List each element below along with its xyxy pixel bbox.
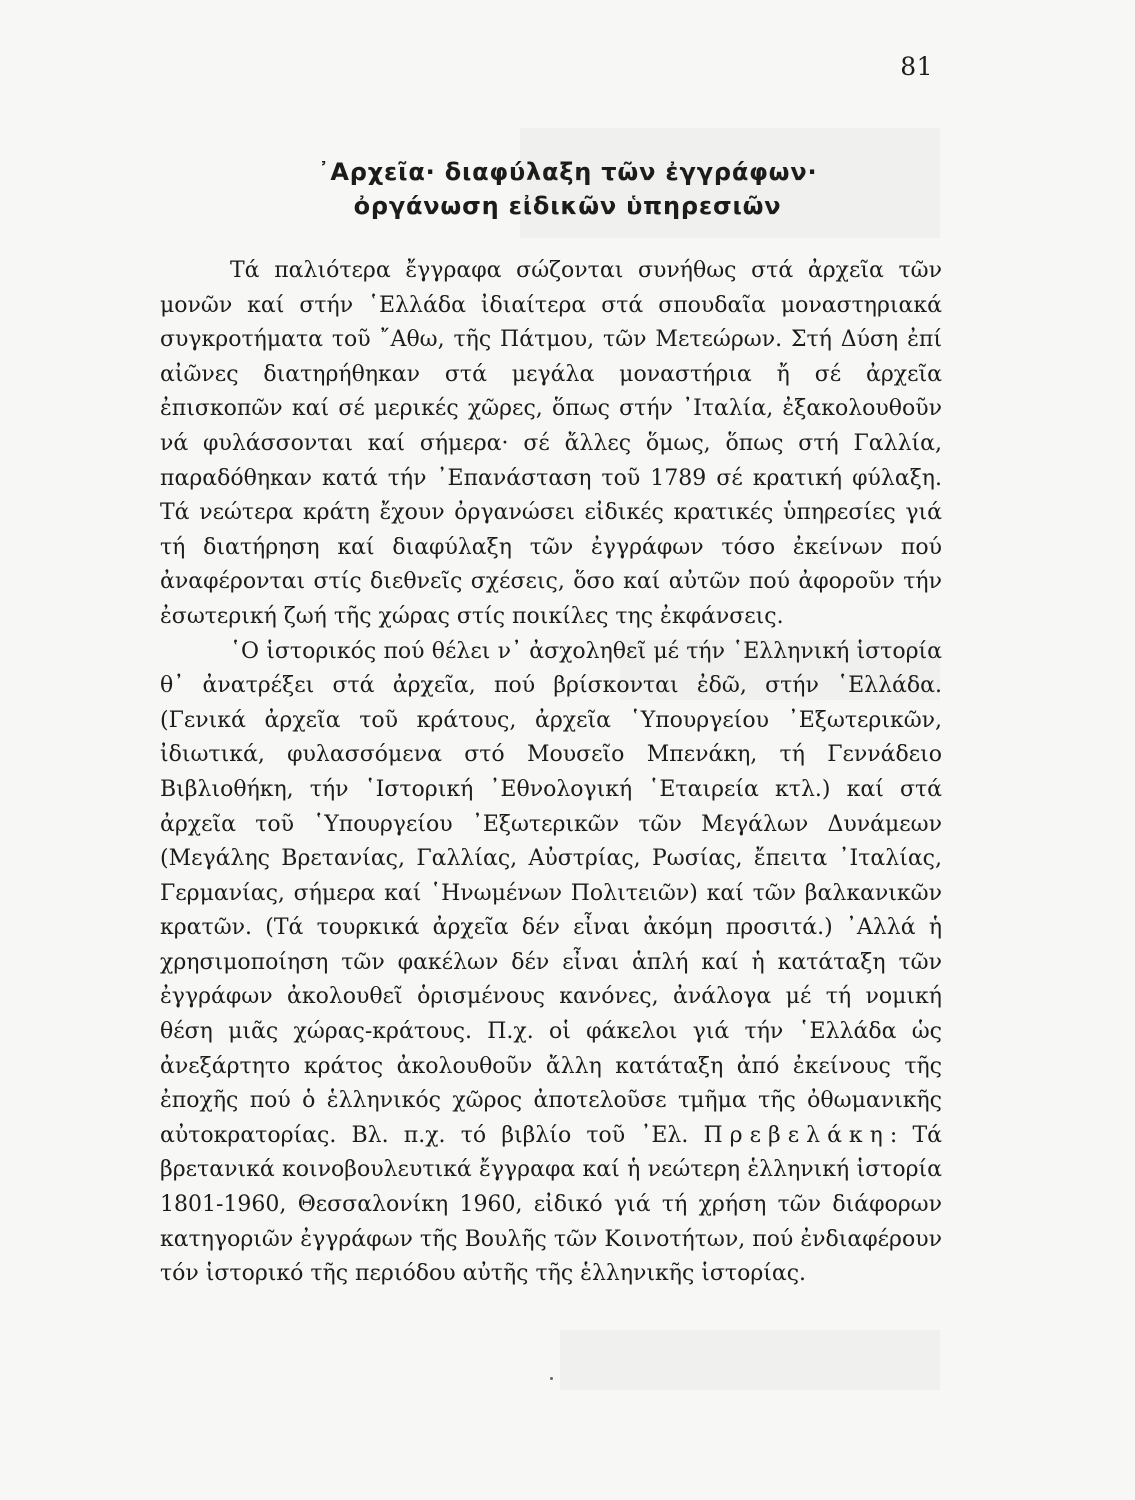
- paragraph-2-text-b: : Τά βρετανικά κοινοβουλευτικά ἔγγραφα καί ἡ νεώτερη ἑλληνική ἱστορία 1801-1960, Θεσσαλονίκη 1960, εἰδικό γιά τή χρήση τῶν διάφορων κατηγοριῶν ἐγγράφων τῆς Βουλῆς τῶν Κοινοτήτων, πού ἐνδιαφέρουν τόν ἱστορικό τῆς περιόδου αὐτῆς τῆς ἑλληνικῆς ἱστορίας.: [160, 1122, 942, 1287]
- body-text: [160, 254, 942, 1292]
- author-name: Πρεβελάκη: [703, 1122, 890, 1148]
- scan-speck: [550, 1377, 553, 1380]
- show-through-shadow: [560, 1330, 940, 1390]
- heading-line-1: ᾿Αρχεῖα· διαφύλαξη τῶν ἐγγράφων·: [317, 158, 818, 186]
- page-number: 81: [900, 52, 933, 81]
- paragraph-2: [160, 635, 942, 1292]
- paragraph-1: Τά παλιότερα ἔγγραφα σώζονται συνήθως στά ἀρχεῖα τῶν μονῶν καί στήν ῾Ελλάδα ἰδιαίτερα στά σπουδαῖα μοναστηριακά συγκροτήματα τοῦ ῎Αθω, τῆς Πάτμου, τῶν Μετεώρων. Στή Δύση ἐπί αἰῶνες διατηρήθηκαν στά μεγάλα μοναστήρια ἤ σέ ἀρχεῖα ἐπισκοπῶν καί σέ μερικές χῶρες, ὅπως στήν ᾿Ιταλία, ἐξακολουθοῦν νά φυλάσσονται καί σήμερα· σέ ἄλλες ὅμως, ὅπως στή Γαλλία, παραδόθηκαν κατά τήν ᾿Επανάσταση τοῦ 1789 σέ κρατική φύλαξη. Τά νεώτερα κράτη ἔχουν ὀργανώσει εἰδικές κρατικές ὑπηρεσίες γιά τή διατήρηση καί διαφύλαξη τῶν ἐγγράφων τόσο ἐκείνων πού ἀναφέρονται στίς διεθνεῖς σχέσεις, ὅσο καί αὐτῶν πού ἀφοροῦν τήν ἐσωτερική ζωή τῆς χώρας στίς ποικίλες της ἐκφάνσεις.: [160, 258, 942, 629]
- heading-line-2: ὀργάνωση εἰδικῶν ὑπηρεσιῶν: [353, 192, 782, 220]
- chapter-heading: [0, 155, 1135, 223]
- paragraph-2-text-a: ῾Ο ἱστορικός πού θέλει ν᾿ ἀσχοληθεῖ μέ τήν ῾Ελληνική ἱστορία θ᾿ ἀνατρέξει στά ἀρχεῖα, πού βρίσκονται ἐδῶ, στήν ῾Ελλάδα. (Γενικά ἀρχεῖα τοῦ κράτους, ἀρχεῖα ῾Υπουργείου ᾿Εξωτερικῶν, ἰδιωτικά, φυλασσόμενα στό Μουσεῖο Μπενάκη, τή Γεννάδειο Βιβλιοθήκη, τήν ῾Ιστορική ᾿Εθνολογική ῾Εταιρεία κτλ.) καί στά ἀρχεῖα τοῦ ῾Υπουργείου ᾿Εξωτερικῶν τῶν Μεγάλων Δυνάμεων (Μεγάλης Βρετανίας, Γαλλίας, Αὐστρίας, Ρωσίας, ἔπειτα ᾿Ιταλίας, Γερμανίας, σήμερα καί ῾Ηνωμένων Πολιτειῶν) καί τῶν βαλκανικῶν κρατῶν. (Τά τουρκικά ἀρχεῖα δέν εἶναι ἀκόμη προσιτά.) ᾿Αλλά ἡ χρησιμοποίηση τῶν φακέλων δέν εἶναι ἁπλή καί ἡ κατάταξη τῶν ἐγγράφων ἀκολουθεῖ ὁρισμένους κανόνες, ἀνάλογα μέ τή νομική θέση μιᾶς χώρας-κράτους. Π.χ. οἱ φάκελοι γιά τήν ῾Ελλάδα ὡς ἀνεξάρτητο κράτος ἀκολουθοῦν ἄλλη κατάταξη ἀπό ἐκείνους τῆς ἐποχῆς πού ὁ ἑλληνικός χῶρος ἀποτελοῦσε τμῆμα τῆς ὀθωμανικῆς αὐτοκρατορίας. Βλ. π.χ. τό βιβλίο τοῦ ᾿Ελ.: [160, 638, 942, 1148]
